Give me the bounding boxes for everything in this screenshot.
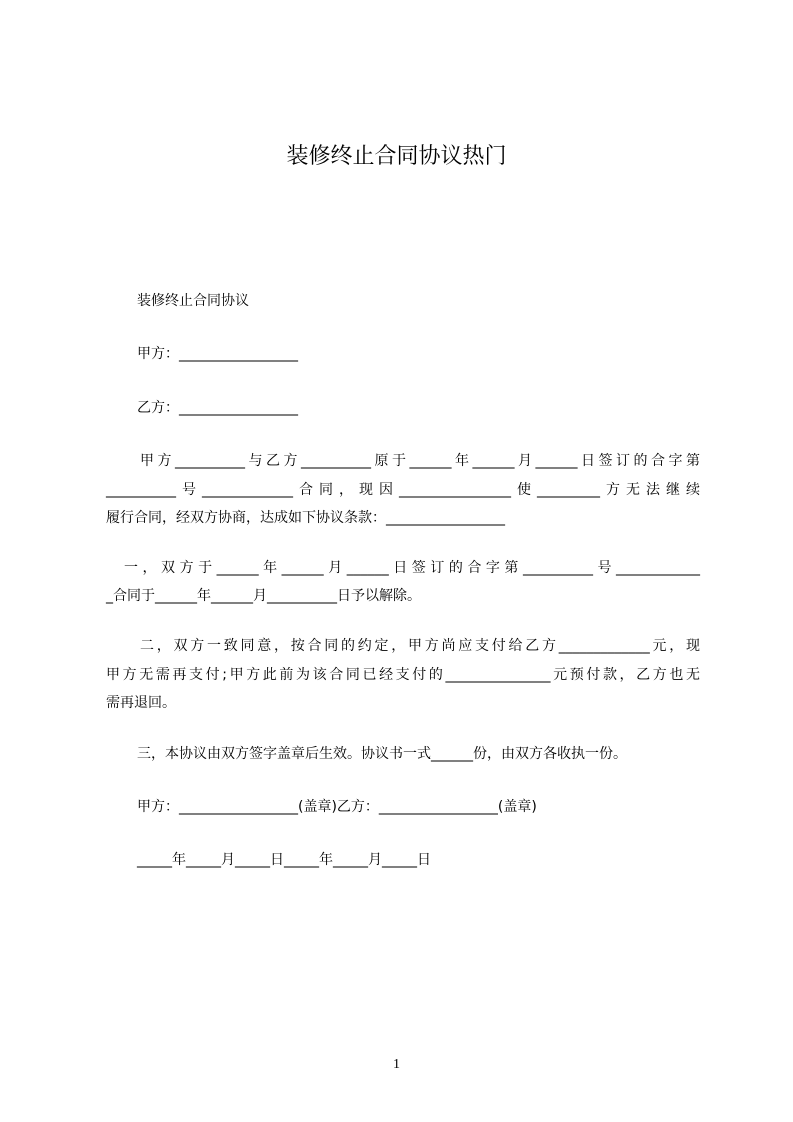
clause-2-line-2: 甲方无需再支付;甲方此前为该合同已经支付的_______________元预付款，乙方也无 [106, 667, 700, 683]
clause-3-line: 三，本协议由双方签字盖章后生效。协议书一式______份，由双方各收执一份。 [137, 746, 627, 762]
clause-2-line-3: 需再退回。 [106, 695, 176, 711]
page-number: 1 [393, 1057, 400, 1072]
intro-paragraph-line-2: __________号_____________合同，现因________________使_________方无法继续 [106, 482, 700, 498]
party-b-line: 乙方：_________________ [137, 400, 298, 416]
agreement-heading: 装修终止合同协议 [137, 293, 249, 309]
clause-1-line-2: _合同于______年______月__________日予以解除。 [106, 588, 421, 604]
date-line: _____年_____月_____日_____年_____月_____日 [137, 852, 431, 868]
page-title: 装修终止合同协议热门 [286, 144, 507, 169]
clause-1-line-1: 一，双方于______年______月______日签订的合字第__________号____________ [124, 560, 700, 576]
intro-paragraph-line-1: 甲方__________与乙方__________原于______年______月______日签订的合字第 [140, 453, 700, 469]
signature-line: 甲方：_________________(盖章)乙方：_________________(盖章) [137, 799, 537, 815]
clause-2-line-1: 二，双方一致同意，按合同的约定，甲方尚应支付给乙方_____________元，现 [140, 638, 700, 654]
party-a-line: 甲方：_________________ [137, 346, 298, 362]
intro-paragraph-line-3: 履行合同，经双方协商，达成如下协议条款：_________________ [106, 510, 505, 526]
